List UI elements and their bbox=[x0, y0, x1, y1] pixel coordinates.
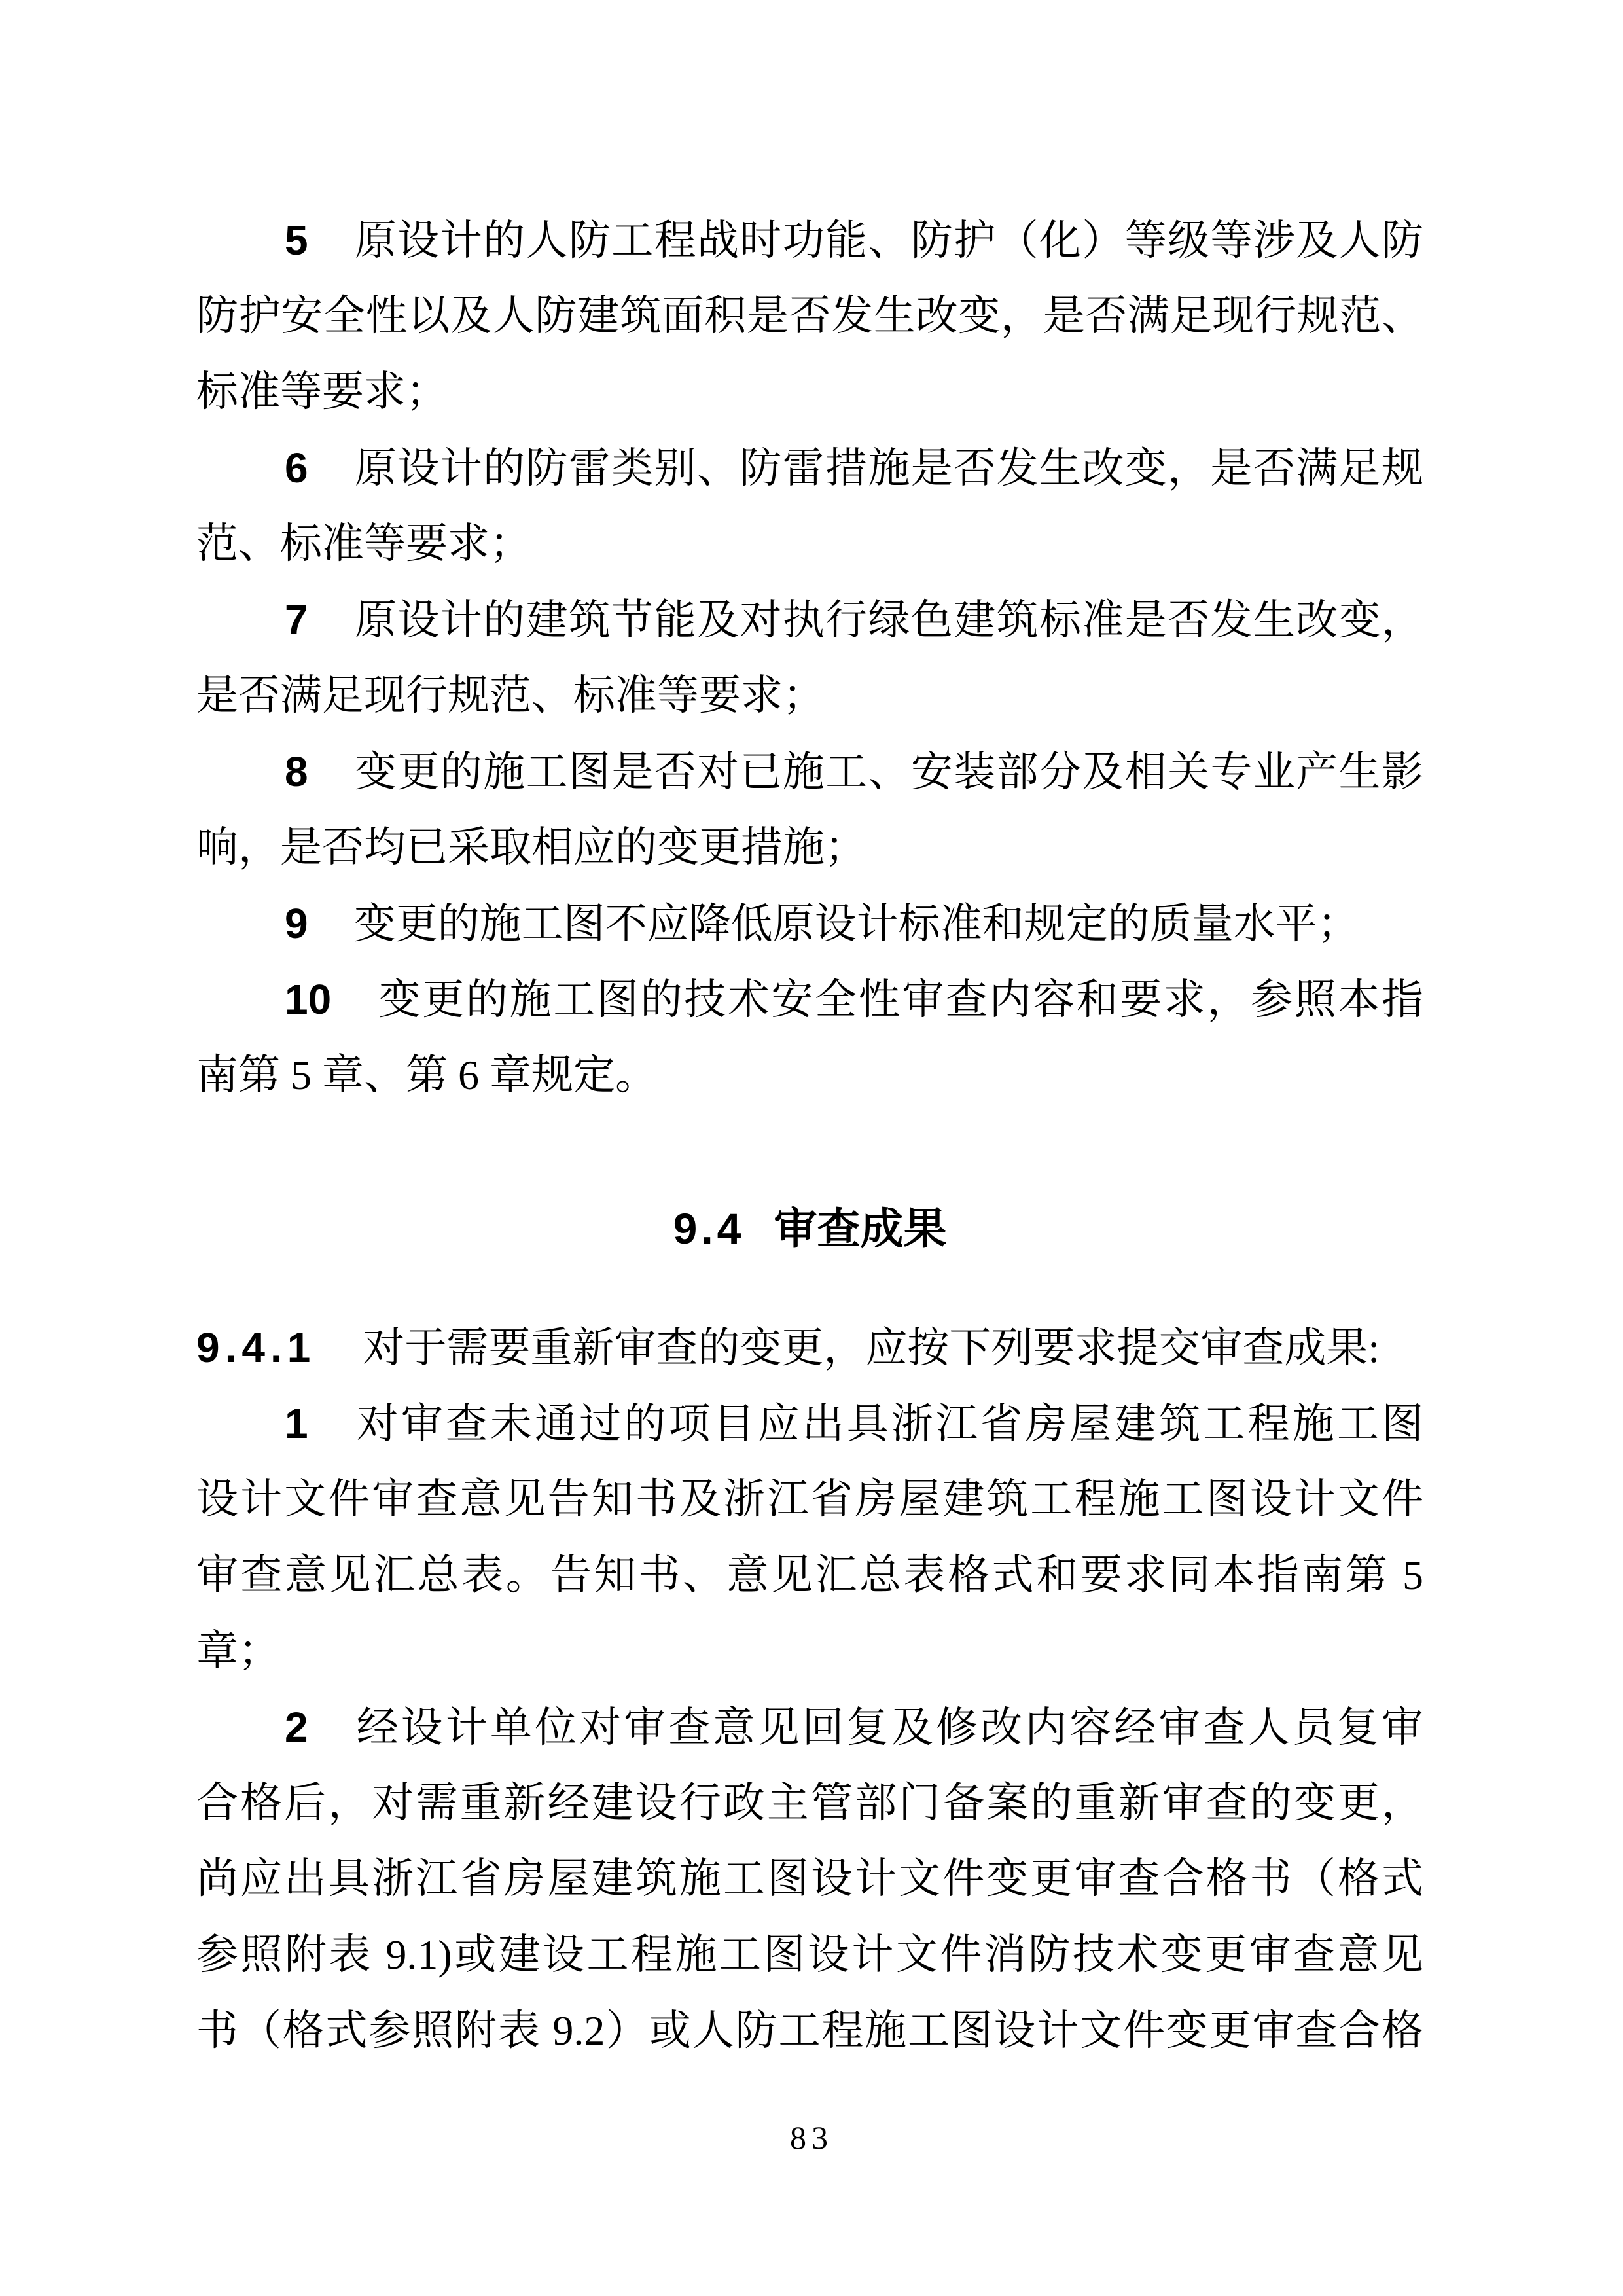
subsection-number: 9.4.1 bbox=[196, 1324, 316, 1371]
clause-10-line-2 bbox=[196, 1037, 1423, 1113]
line-text: 标准等要求； bbox=[196, 368, 448, 415]
clause-941-item-2-line-3 bbox=[196, 1841, 1423, 1917]
line-text: 参照附表 9.1)或建设工程施工图设计文件消防技术变更审查意见 bbox=[196, 1931, 1423, 1978]
body-text bbox=[196, 202, 1423, 2069]
section-title: 审查成果 bbox=[774, 1206, 947, 1253]
line-text: 原设计的人防工程战时功能、防护（化）等级等涉及人防 bbox=[353, 217, 1423, 264]
clause-7-line-1 bbox=[196, 582, 1423, 658]
item-number: 5 bbox=[285, 217, 308, 264]
page-number: 83 bbox=[790, 2119, 833, 2156]
clause-941-item-2-line-5 bbox=[196, 1993, 1423, 2069]
line-text: 南第 5 章、第 6 章规定。 bbox=[196, 1052, 657, 1098]
section-heading bbox=[196, 1191, 1423, 1266]
line-text: 尚应出具浙江省房屋建筑施工图设计文件变更审查合格书（格式 bbox=[196, 1856, 1423, 1902]
item-number: 6 bbox=[285, 444, 308, 492]
clause-6-line-1 bbox=[196, 430, 1423, 506]
line-text: 是否满足现行规范、标准等要求； bbox=[196, 672, 825, 719]
clause-941-item-2-line-4 bbox=[196, 1917, 1423, 1993]
line-text: 响，是否均已采取相应的变更措施； bbox=[196, 824, 866, 870]
line-text: 范、标准等要求； bbox=[196, 520, 531, 567]
clause-5-line-1 bbox=[196, 202, 1423, 278]
line-text: 章； bbox=[196, 1628, 280, 1674]
clause-8-line-1 bbox=[196, 734, 1423, 810]
clause-6-line-2 bbox=[196, 506, 1423, 582]
item-number: 8 bbox=[285, 748, 308, 795]
item-number: 2 bbox=[285, 1704, 308, 1751]
section-number: 9.4 bbox=[673, 1204, 745, 1253]
line-text: 变更的施工图的技术安全性审查内容和要求，参照本指 bbox=[377, 977, 1423, 1023]
item-number: 7 bbox=[285, 596, 308, 643]
line-text: 变更的施工图不应降低原设计标准和规定的质量水平； bbox=[353, 901, 1359, 947]
line-text: 设计文件审查意见告知书及浙江省房屋建筑工程施工图设计文件 bbox=[196, 1476, 1423, 1522]
line-text: 对于需要重新审查的变更，应按下列要求提交审查成果: bbox=[363, 1325, 1380, 1371]
item-number: 10 bbox=[285, 976, 332, 1023]
line-text: 审查意见汇总表。告知书、意见汇总表格式和要求同本指南第 5 bbox=[196, 1552, 1423, 1598]
line-text: 合格后，对需重新经建设行政主管部门备案的重新审查的变更， bbox=[196, 1780, 1423, 1826]
clause-7-line-2 bbox=[196, 658, 1423, 734]
clause-10-line-1 bbox=[196, 961, 1423, 1037]
item-number: 9 bbox=[285, 900, 308, 947]
clause-941-item-1-line-4 bbox=[196, 1613, 1423, 1689]
line-text: 书（格式参照附表 9.2）或人防工程施工图设计文件变更审查合格 bbox=[196, 2007, 1423, 2054]
clause-5-line-2 bbox=[196, 278, 1423, 354]
clause-941-item-1-line-1 bbox=[196, 1386, 1423, 1462]
clause-941-item-1-line-3 bbox=[196, 1537, 1423, 1613]
item-number: 1 bbox=[285, 1400, 308, 1447]
line-text: 原设计的建筑节能及对执行绿色建筑标准是否发生改变， bbox=[353, 597, 1423, 643]
line-text: 原设计的防雷类别、防雷措施是否发生改变，是否满足规 bbox=[353, 445, 1423, 492]
clause-8-line-2 bbox=[196, 810, 1423, 886]
clause-941-line-1 bbox=[196, 1310, 1423, 1386]
clause-941-item-2-line-1 bbox=[196, 1689, 1423, 1765]
line-text: 变更的施工图是否对已施工、安装部分及相关专业产生影 bbox=[353, 749, 1423, 795]
clause-5-line-3 bbox=[196, 354, 1423, 430]
line-text: 对审查未通过的项目应出具浙江省房屋建筑工程施工图 bbox=[353, 1401, 1423, 1447]
clause-9-line-1 bbox=[196, 886, 1423, 961]
line-text: 防护安全性以及人防建筑面积是否发生改变，是否满足现行规范、 bbox=[196, 293, 1423, 339]
clause-941-item-2-line-2 bbox=[196, 1765, 1423, 1841]
clause-941-item-1-line-2 bbox=[196, 1462, 1423, 1537]
line-text: 经设计单位对审查意见回复及修改内容经审查人员复审 bbox=[353, 1704, 1423, 1751]
